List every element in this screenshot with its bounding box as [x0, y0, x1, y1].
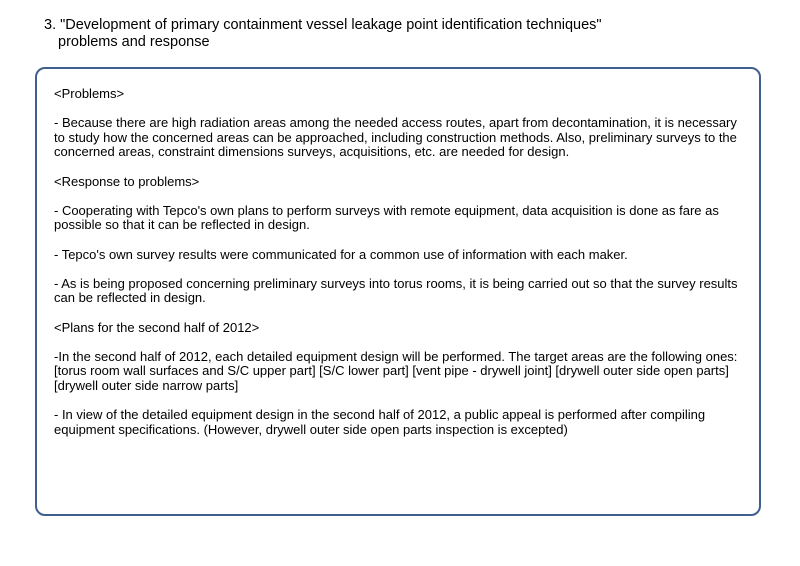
- plans-paragraph-2: - In view of the detailed equipment design in the second half of 2012, a public appeal is performed after compiling equipment specifications. (However, drywell outer side open parts inspection is excepted): [54, 407, 706, 437]
- page-title: [44, 17, 602, 51]
- title-line-2: problems and response: [58, 34, 210, 50]
- response-heading: <Response to problems>: [54, 173, 200, 189]
- response-paragraph-2: - Tepco's own survey results were communicated for a common use of information with each maker.: [54, 246, 628, 262]
- plans-heading: <Plans for the second half of 2012>: [54, 319, 260, 335]
- response-paragraph-3: - As is being proposed concerning preliminary surveys into torus rooms, it is being carried out so that the survey results can be reflected in design.: [54, 275, 738, 306]
- title-line-1: 3. "Development of primary containment vessel leakage point identification techniques": [44, 17, 602, 33]
- problems-heading: <Problems>: [54, 86, 125, 101]
- content-box: [35, 67, 761, 516]
- plans-paragraph-1: -In the second half of 2012, each detailed equipment design will be performed. The target areas are the following ones: [torus room wall surfaces and S/C upper part] [S/C lower part] [vent pipe - drywell joint] [drywell outer side open parts] [drywell outer side narrow parts]: [54, 348, 738, 393]
- response-paragraph-1: - Cooperating with Tepco's own plans to perform surveys with remote equipment, data acquisition is done as fare as possible so that it can be reflected in design.: [54, 202, 719, 233]
- problems-paragraph: - Because there are high radiation areas among the needed access routes, apart from decontamination, it is necessary to study how the concerned areas can be approached, including construction methods. Also, preliminary surveys to the concerned areas, constraint dimensions surveys, acquisitions, etc. are needed for design.: [54, 115, 737, 160]
